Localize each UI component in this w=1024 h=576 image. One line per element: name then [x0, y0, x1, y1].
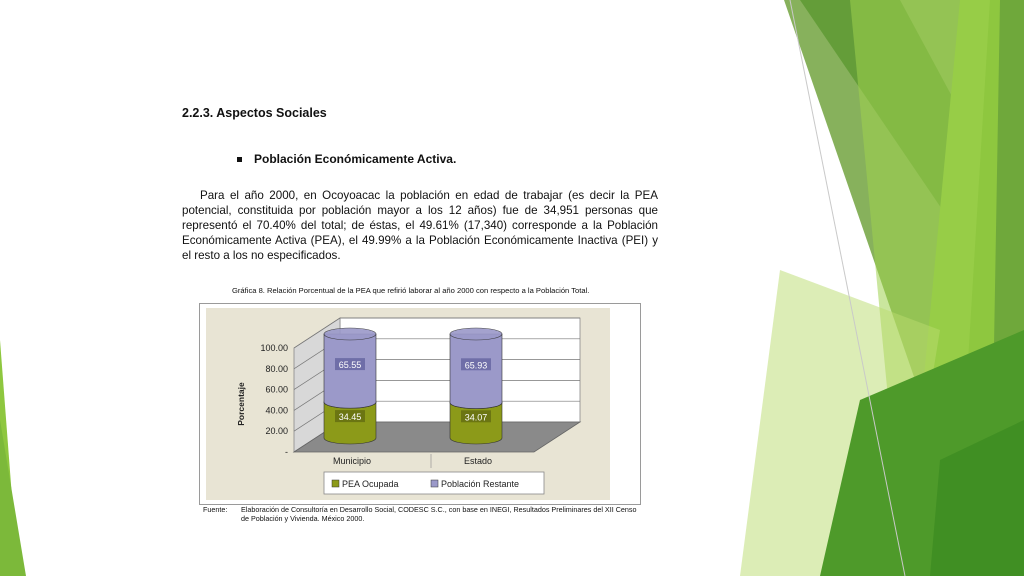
bullet-heading-text: Población Económicamente Activa.: [254, 152, 457, 166]
y-tick-label: 100.00: [260, 343, 288, 353]
chart-container: [199, 303, 641, 505]
x-category-label: Estado: [463, 456, 493, 466]
y-axis-label: Porcentaje: [236, 382, 246, 426]
legend-swatch: [332, 480, 339, 487]
y-tick-label: 20.00: [265, 426, 288, 437]
section-heading: 2.2.3. Aspectos Sociales: [182, 106, 327, 120]
bar-segment: [450, 334, 502, 409]
source-text: Elaboración de Consultoría en Desarrollo Social, CODESC S.C., con base en INEGI, Resultados Preliminares del XII Censo de Población y Vivienda. México 2000.: [241, 505, 637, 523]
bar-segment: [324, 334, 376, 408]
figure-caption: Gráfica 8. Relación Porcentual de la PEA que refirió laborar al año 2000 con respecto a la Población Total.: [232, 286, 590, 295]
data-label: 65.93: [464, 360, 488, 371]
y-tick-label: 60.00: [265, 384, 288, 395]
body-paragraph: Para el año 2000, en Ocoyoacac la población en edad de trabajar (es decir la PEA potencial, constituida por población mayor a los 12 años) fue de 34,951 personas que representó el 70.40% del total; de éstas, el 49.61% (17,340) corresponde a la Población Económicamente Activa (PEA), el 49.99% a la Población Económicamente Inactiva (PEI) y el resto a los no especificados.: [182, 189, 658, 262]
source-label: Fuente:: [203, 505, 228, 514]
y-tick-label: -: [285, 447, 288, 457]
y-tick-label: 80.00: [265, 363, 288, 374]
bullet-heading: [237, 152, 456, 166]
legend-label: Población Restante: [441, 479, 520, 489]
bar-segment-top: [450, 328, 502, 340]
legend-swatch: [431, 480, 438, 487]
legend-label: PEA Ocupada: [342, 479, 399, 489]
bar-segment-top: [324, 328, 376, 340]
x-category-label: Municipio: [332, 456, 372, 466]
data-label: 34.07: [464, 412, 488, 423]
data-label: 34.45: [338, 412, 362, 423]
y-tick-label: 40.00: [265, 405, 288, 416]
data-label: 65.55: [338, 360, 362, 371]
bullet-marker: [237, 157, 242, 162]
chart-legend: [324, 472, 544, 494]
stacked-cylinder-chart: [200, 304, 640, 504]
